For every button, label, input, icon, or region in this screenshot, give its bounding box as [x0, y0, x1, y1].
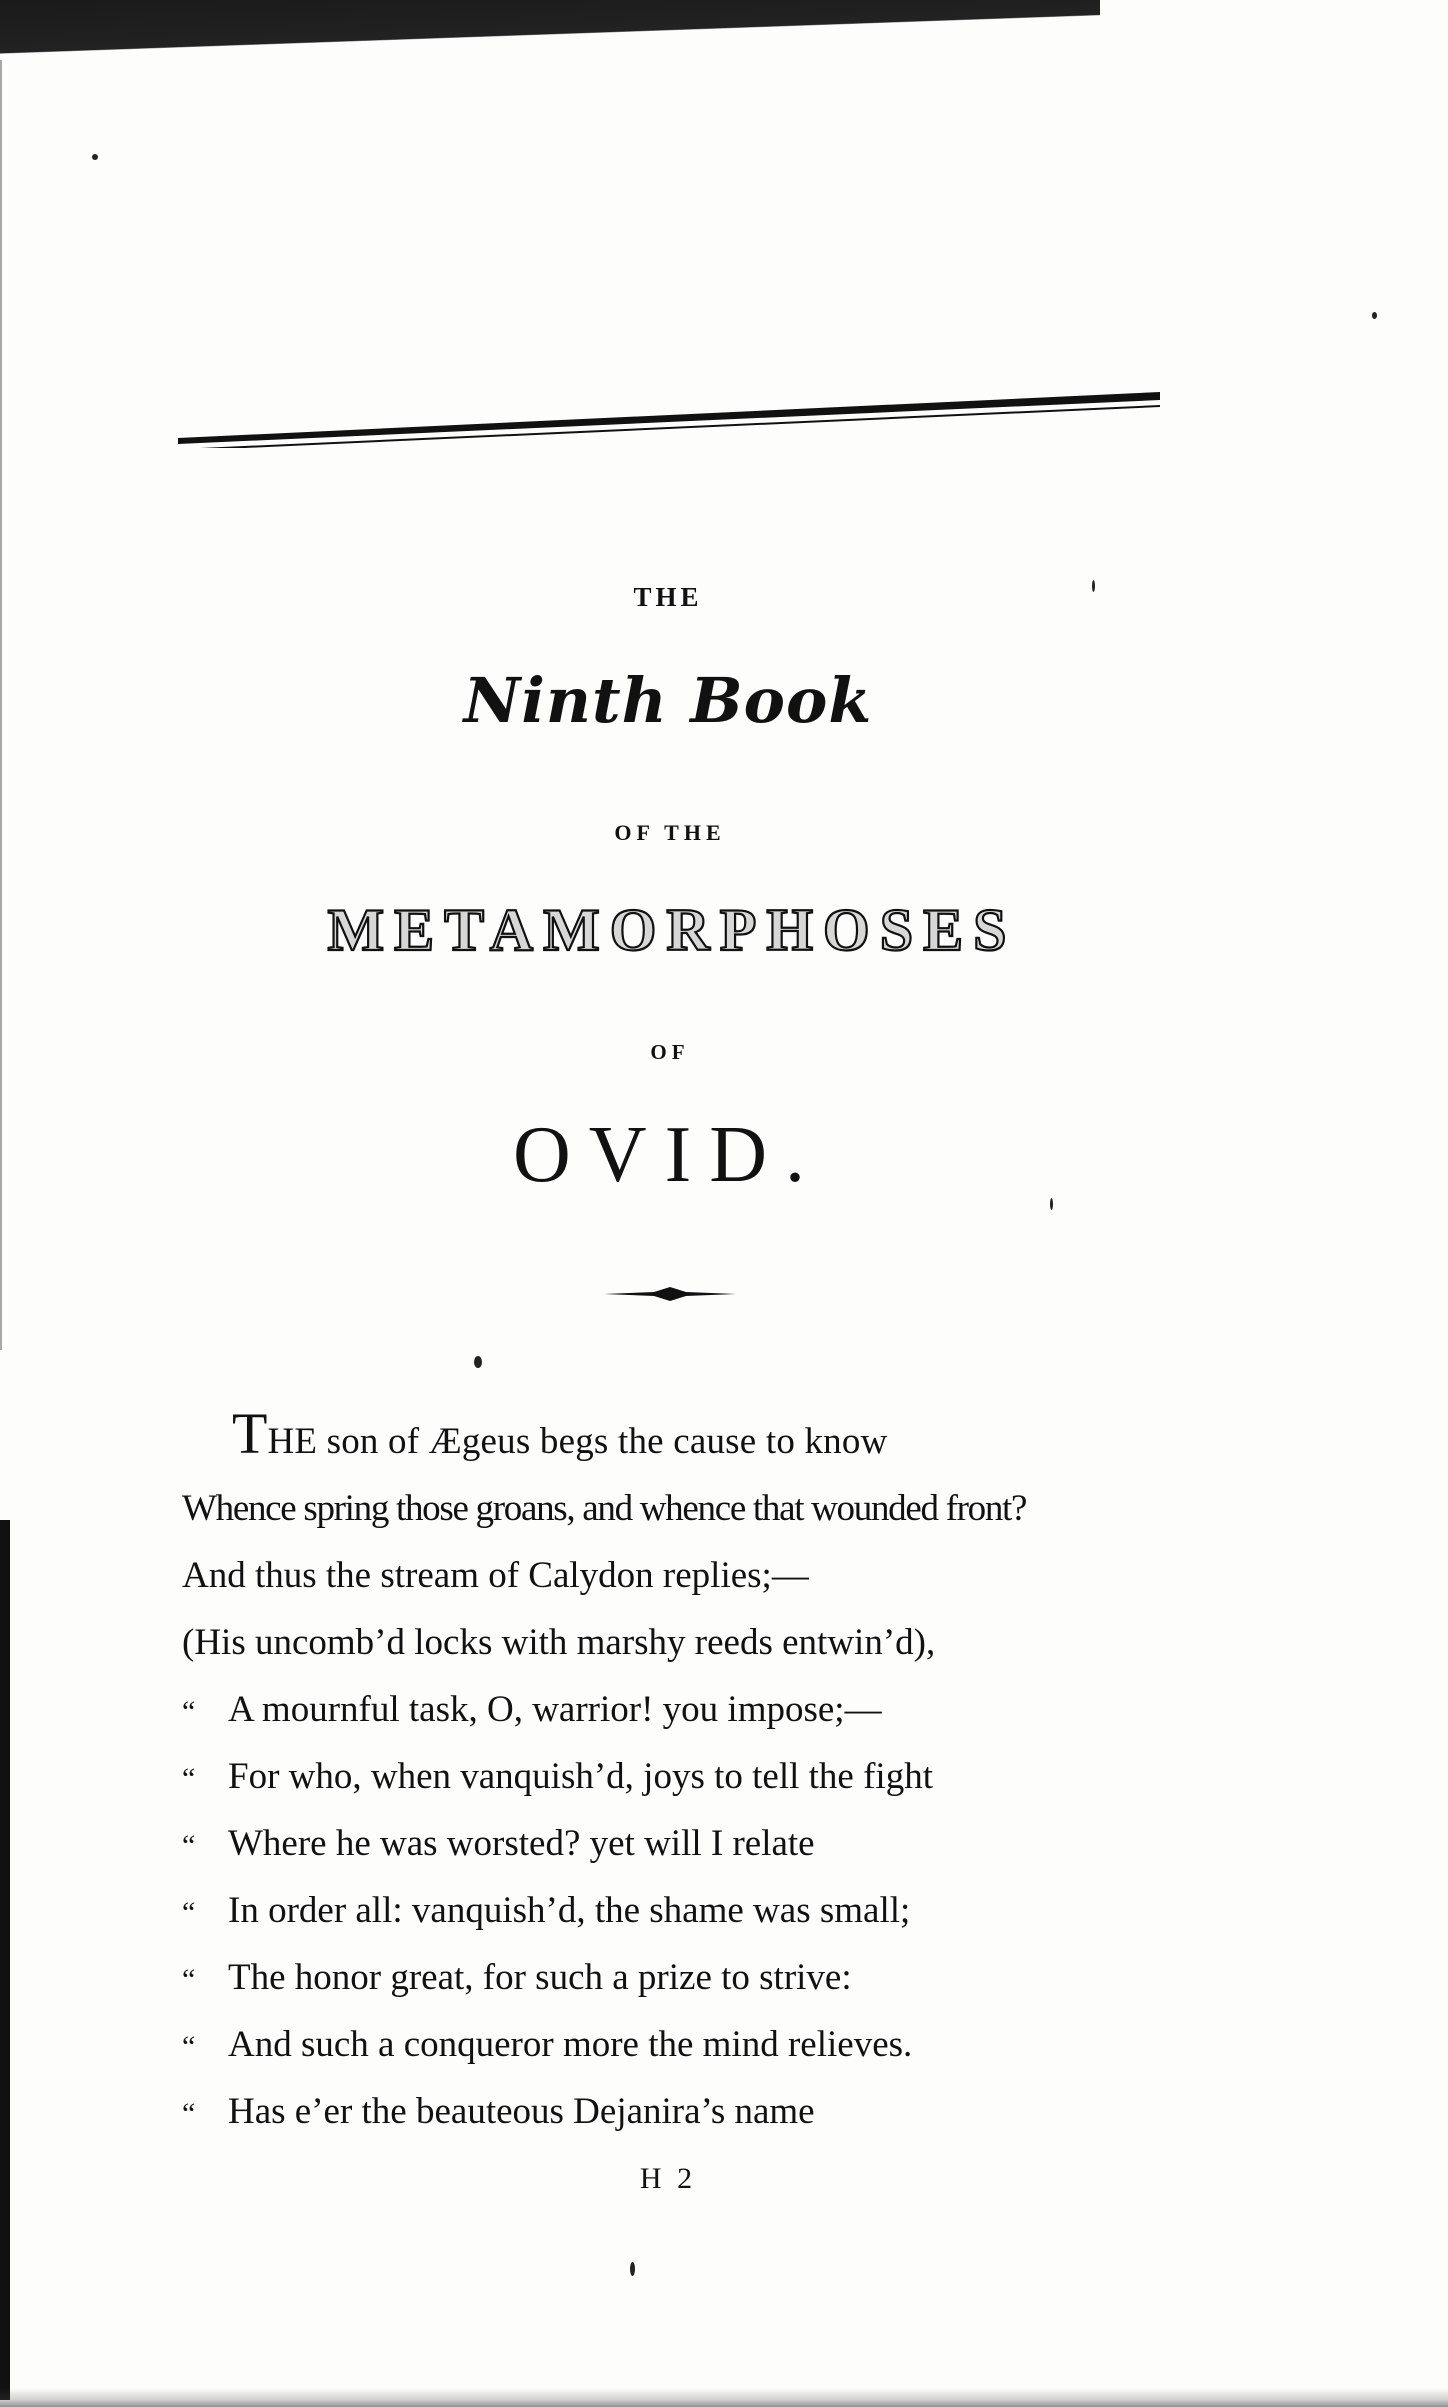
quote-mark: “: [182, 2097, 196, 2130]
poem-line: [182, 2078, 1212, 2145]
quote-mark: “: [182, 2030, 196, 2063]
poem-line: [182, 1401, 1212, 1475]
title-the: THE: [633, 582, 703, 612]
folio-signature: H 2: [639, 2162, 697, 2195]
poem-line: [182, 2011, 1212, 2078]
poem-line-text: For who, when vanquish’d, joys to tell the fight: [228, 1756, 933, 1797]
quote-mark: “: [182, 1896, 196, 1929]
poem-line-text: A mournful task, O, warrior! you impose;—: [228, 1689, 882, 1730]
ornamental-divider: [604, 1284, 736, 1304]
poem-line: [182, 1743, 1212, 1810]
poem-line: [182, 1676, 1212, 1743]
poem-line-text: The honor great, for such a prize to strive:: [228, 1957, 852, 1998]
poem-line: [182, 1810, 1212, 1877]
quote-mark: “: [182, 1829, 196, 1862]
quote-mark: “: [182, 1695, 196, 1728]
scan-edge-bottom: [0, 2388, 1448, 2407]
quote-mark: “: [182, 1963, 196, 1996]
title-metamorphoses: METAMORPHOSES: [327, 897, 1017, 963]
title-author: OVID.: [513, 1111, 823, 1199]
header-double-rule: [178, 378, 1160, 448]
poem-line: (His uncomb’d locks with marshy reeds entwin’d),: [182, 1622, 936, 1663]
poem-line-text: And such a conqueror more the mind relieves.: [228, 2024, 913, 2065]
poem-line-text: In order all: vanquish’d, the shame was small;: [228, 1890, 911, 1931]
drop-cap: T: [232, 1401, 268, 1466]
poem-text: [182, 1401, 1212, 2145]
poem-line-text: HE son of Ægeus begs the cause to know: [267, 1421, 888, 1462]
poem-line-text: Has e’er the beauteous Dejanira’s name: [228, 2091, 815, 2132]
scan-edge-top: [0, 0, 1100, 58]
title-of-the: OF THE: [614, 820, 726, 845]
poem-line: And thus the stream of Calydon replies;—: [182, 1555, 809, 1596]
scan-edge-left-dark: [0, 1520, 10, 2400]
poem-line-text: Where he was worsted? yet will I relate: [228, 1823, 815, 1864]
speck: [630, 2262, 635, 2276]
poem-line: Whence spring those groans, and whence that wounded front?: [182, 1488, 1027, 1529]
speck: [1372, 312, 1377, 319]
poem-line: [182, 1877, 1212, 1944]
poem-line: [182, 1944, 1212, 2011]
quote-mark: “: [182, 1762, 196, 1795]
title-ninth-book: Ninth Book: [463, 664, 873, 737]
speck: [92, 154, 98, 160]
title-of: OF: [650, 1040, 690, 1064]
speck: [474, 1356, 482, 1368]
